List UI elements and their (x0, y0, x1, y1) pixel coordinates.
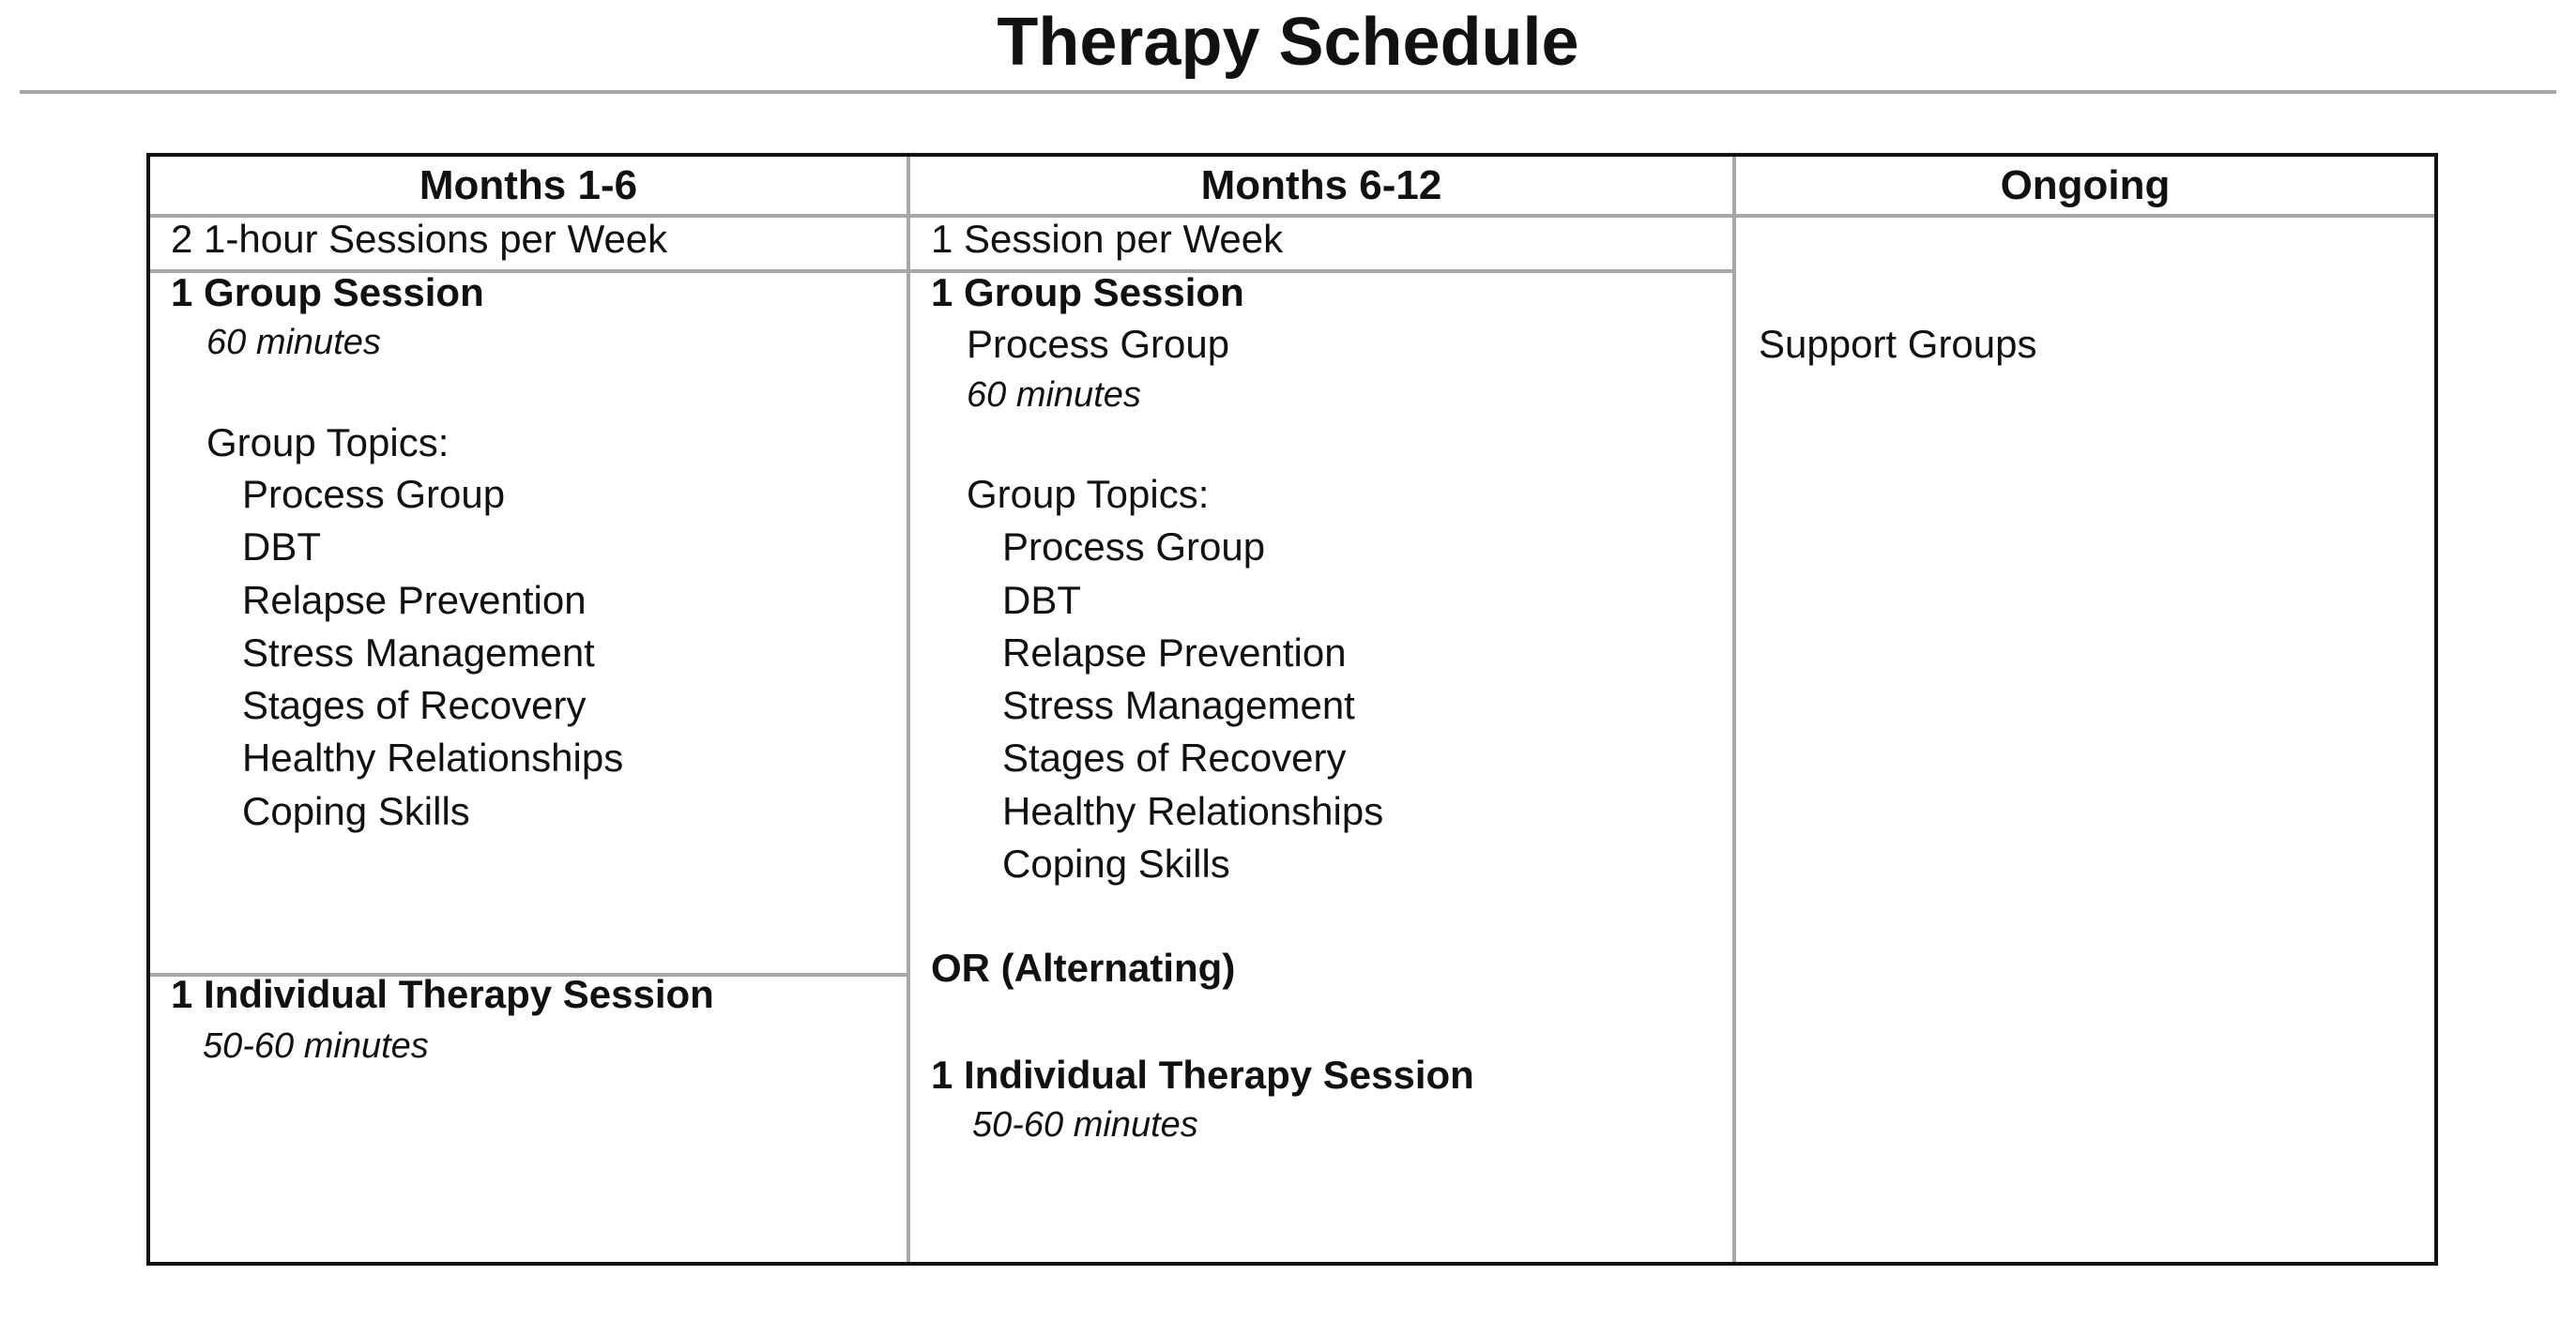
col2-topic-item: Stages of Recovery (1002, 736, 1347, 780)
col1-topic-item: Healthy Relationships (242, 736, 624, 780)
col2-individual-session-label: 1 Individual Therapy Session (931, 1053, 1474, 1097)
col2-topic-item: Coping Skills (1002, 842, 1230, 886)
col2-group-session-label: 1 Group Session (931, 270, 1244, 314)
col1-individual-session-label: 1 Individual Therapy Session (171, 972, 714, 1016)
col1-topic-item: Coping Skills (242, 789, 470, 833)
schedule-table (146, 153, 2438, 1266)
column-divider-2 (1732, 157, 1736, 1262)
col2-group-session-duration: 60 minutes (967, 375, 1141, 415)
col2-topic-item: Process Group (1002, 524, 1266, 569)
header-ongoing: Ongoing (2000, 161, 2171, 208)
column-divider-1 (907, 157, 910, 1262)
col1-individual-session-duration: 50-60 minutes (203, 1026, 429, 1066)
header-months-1-6: Months 1-6 (419, 161, 638, 208)
col1-topic-item: Relapse Prevention (242, 578, 587, 622)
col3-support-groups: Support Groups (1759, 322, 2037, 366)
col2-alternating-label: OR (Alternating) (931, 946, 1236, 990)
col1-group-topics-label: Group Topics: (206, 420, 450, 464)
col2-frequency: 1 Session per Week (931, 217, 1284, 261)
page-title: Therapy Schedule (997, 5, 1579, 80)
col1-frequency: 2 1-hour Sessions per Week (171, 217, 668, 261)
col2-topic-item: Stress Management (1002, 683, 1355, 727)
col2-topic-item: DBT (1002, 578, 1081, 622)
col2-topic-item: Relapse Prevention (1002, 630, 1347, 675)
col1-topic-item: Process Group (242, 472, 506, 516)
col2-group-topics-label: Group Topics: (967, 472, 1210, 516)
title-divider (20, 90, 2556, 94)
header-months-6-12: Months 6-12 (1200, 161, 1442, 208)
col1-group-session-label: 1 Group Session (171, 270, 484, 314)
col2-group-session-type: Process Group (967, 322, 1230, 366)
col1-topic-item: DBT (242, 524, 321, 569)
col1-topic-item: Stages of Recovery (242, 683, 587, 727)
col2-individual-session-duration: 50-60 minutes (972, 1105, 1198, 1145)
col1-group-session-duration: 60 minutes (206, 323, 381, 362)
col1-topic-item: Stress Management (242, 630, 595, 675)
col2-topic-item: Healthy Relationships (1002, 789, 1384, 833)
